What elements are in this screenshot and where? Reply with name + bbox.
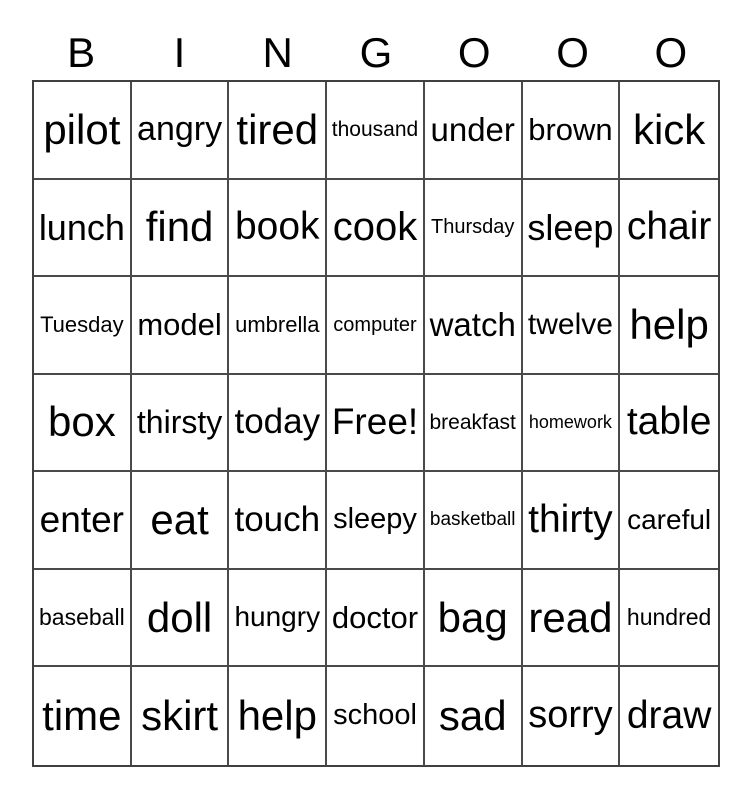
cell-word: read xyxy=(528,593,613,641)
bingo-cell[interactable] xyxy=(132,472,230,570)
bingo-cell[interactable] xyxy=(620,472,718,570)
cell-word: sad xyxy=(438,692,507,740)
cell-word: chair xyxy=(626,204,712,248)
cell-word: thousand xyxy=(331,118,419,142)
cell-word: pilot xyxy=(43,105,121,153)
bingo-cell[interactable] xyxy=(620,180,718,278)
cell-word: box xyxy=(47,398,116,446)
header-letter: O xyxy=(457,29,491,76)
bingo-cell[interactable] xyxy=(425,277,523,375)
header-letter: B xyxy=(67,29,96,76)
cell-word: time xyxy=(42,692,122,740)
header-letter: O xyxy=(556,29,589,76)
cell-word: table xyxy=(626,400,712,444)
cell-word: hundred xyxy=(626,603,712,630)
bingo-cell[interactable] xyxy=(34,180,132,278)
cell-word: skirt xyxy=(141,692,219,740)
bingo-cell[interactable] xyxy=(523,375,621,473)
cell-word: watch xyxy=(429,305,516,343)
bingo-cell[interactable] xyxy=(425,82,523,180)
cell-word: hungry xyxy=(234,601,321,633)
bingo-cell[interactable] xyxy=(425,472,523,570)
bingo-cell[interactable] xyxy=(132,180,230,278)
bingo-cell[interactable] xyxy=(229,472,327,570)
bingo-header xyxy=(32,0,720,80)
bingo-cell[interactable] xyxy=(523,82,621,180)
cell-word: homework xyxy=(528,411,612,432)
cell-word: book xyxy=(234,204,320,248)
cell-word: Tuesday xyxy=(40,311,124,337)
bingo-cell[interactable] xyxy=(620,667,718,765)
bingo-cell[interactable] xyxy=(34,277,132,375)
cell-word: model xyxy=(137,306,222,342)
bingo-cell[interactable] xyxy=(229,277,327,375)
cell-word: lunch xyxy=(38,206,125,248)
bingo-cell[interactable] xyxy=(34,472,132,570)
cell-word: thirty xyxy=(528,497,613,541)
bingo-cell[interactable] xyxy=(523,667,621,765)
cell-word: sleepy xyxy=(333,503,417,536)
bingo-cell[interactable] xyxy=(620,375,718,473)
bingo-cell-free[interactable] xyxy=(327,375,425,473)
bingo-cell[interactable] xyxy=(327,180,425,278)
header-letter: G xyxy=(359,29,393,76)
bingo-cell[interactable] xyxy=(132,277,230,375)
cell-word: touch xyxy=(234,499,321,539)
cell-word: kick xyxy=(632,105,706,153)
cell-word: doctor xyxy=(331,599,419,635)
cell-word: careful xyxy=(627,503,712,535)
header-letter: I xyxy=(173,29,186,76)
bingo-cell[interactable] xyxy=(523,472,621,570)
bingo-cell[interactable] xyxy=(425,570,523,668)
cell-word: breakfast xyxy=(429,410,516,434)
bingo-cell[interactable] xyxy=(229,82,327,180)
cell-word: twelve xyxy=(527,308,613,342)
cell-word: computer xyxy=(333,313,417,336)
cell-word: brown xyxy=(528,111,613,147)
cell-word: umbrella xyxy=(235,311,320,337)
bingo-cell[interactable] xyxy=(34,82,132,180)
cell-word: cook xyxy=(332,205,418,250)
bingo-cell[interactable] xyxy=(620,82,718,180)
cell-word: basketball xyxy=(429,508,516,530)
bingo-cell[interactable] xyxy=(620,277,718,375)
bingo-cell[interactable] xyxy=(327,667,425,765)
bingo-cell[interactable] xyxy=(620,570,718,668)
cell-word: Thursday xyxy=(431,216,515,239)
bingo-cell[interactable] xyxy=(523,277,621,375)
cell-word: angry xyxy=(137,110,223,149)
bingo-cell[interactable] xyxy=(523,570,621,668)
bingo-cell[interactable] xyxy=(132,667,230,765)
bingo-cell[interactable] xyxy=(34,667,132,765)
cell-word: enter xyxy=(39,498,125,540)
cell-word: draw xyxy=(626,693,712,737)
cell-word: help xyxy=(629,300,709,348)
cell-word: tired xyxy=(236,105,319,153)
header-letter: N xyxy=(262,29,293,76)
cell-word: bag xyxy=(437,593,508,641)
bingo-cell[interactable] xyxy=(34,570,132,668)
cell-word: find xyxy=(145,203,214,251)
bingo-cell[interactable] xyxy=(34,375,132,473)
cell-word: Free! xyxy=(331,401,419,443)
bingo-cell[interactable] xyxy=(425,375,523,473)
bingo-cell[interactable] xyxy=(425,180,523,278)
cell-word: help xyxy=(237,692,317,740)
cell-word: sleep xyxy=(527,206,614,248)
bingo-cell[interactable] xyxy=(327,277,425,375)
cell-word: doll xyxy=(146,593,213,641)
bingo-grid xyxy=(32,80,720,767)
cell-word: today xyxy=(234,402,321,442)
bingo-cell[interactable] xyxy=(425,667,523,765)
bingo-cell[interactable] xyxy=(327,82,425,180)
cell-word: school xyxy=(333,699,417,732)
bingo-cell[interactable] xyxy=(327,570,425,668)
bingo-cell[interactable] xyxy=(229,667,327,765)
bingo-cell[interactable] xyxy=(327,472,425,570)
bingo-cell[interactable] xyxy=(132,375,230,473)
cell-word: thirsty xyxy=(136,403,223,440)
cell-word: under xyxy=(430,110,515,148)
bingo-cell[interactable] xyxy=(229,375,327,473)
bingo-cell[interactable] xyxy=(132,82,230,180)
cell-word: sorry xyxy=(528,694,613,737)
cell-word: baseball xyxy=(39,603,125,630)
cell-word: eat xyxy=(150,495,209,543)
bingo-cell[interactable] xyxy=(132,570,230,668)
bingo-cell[interactable] xyxy=(229,180,327,278)
bingo-cell[interactable] xyxy=(523,180,621,278)
bingo-cell[interactable] xyxy=(229,570,327,668)
header-letter: O xyxy=(654,29,688,76)
